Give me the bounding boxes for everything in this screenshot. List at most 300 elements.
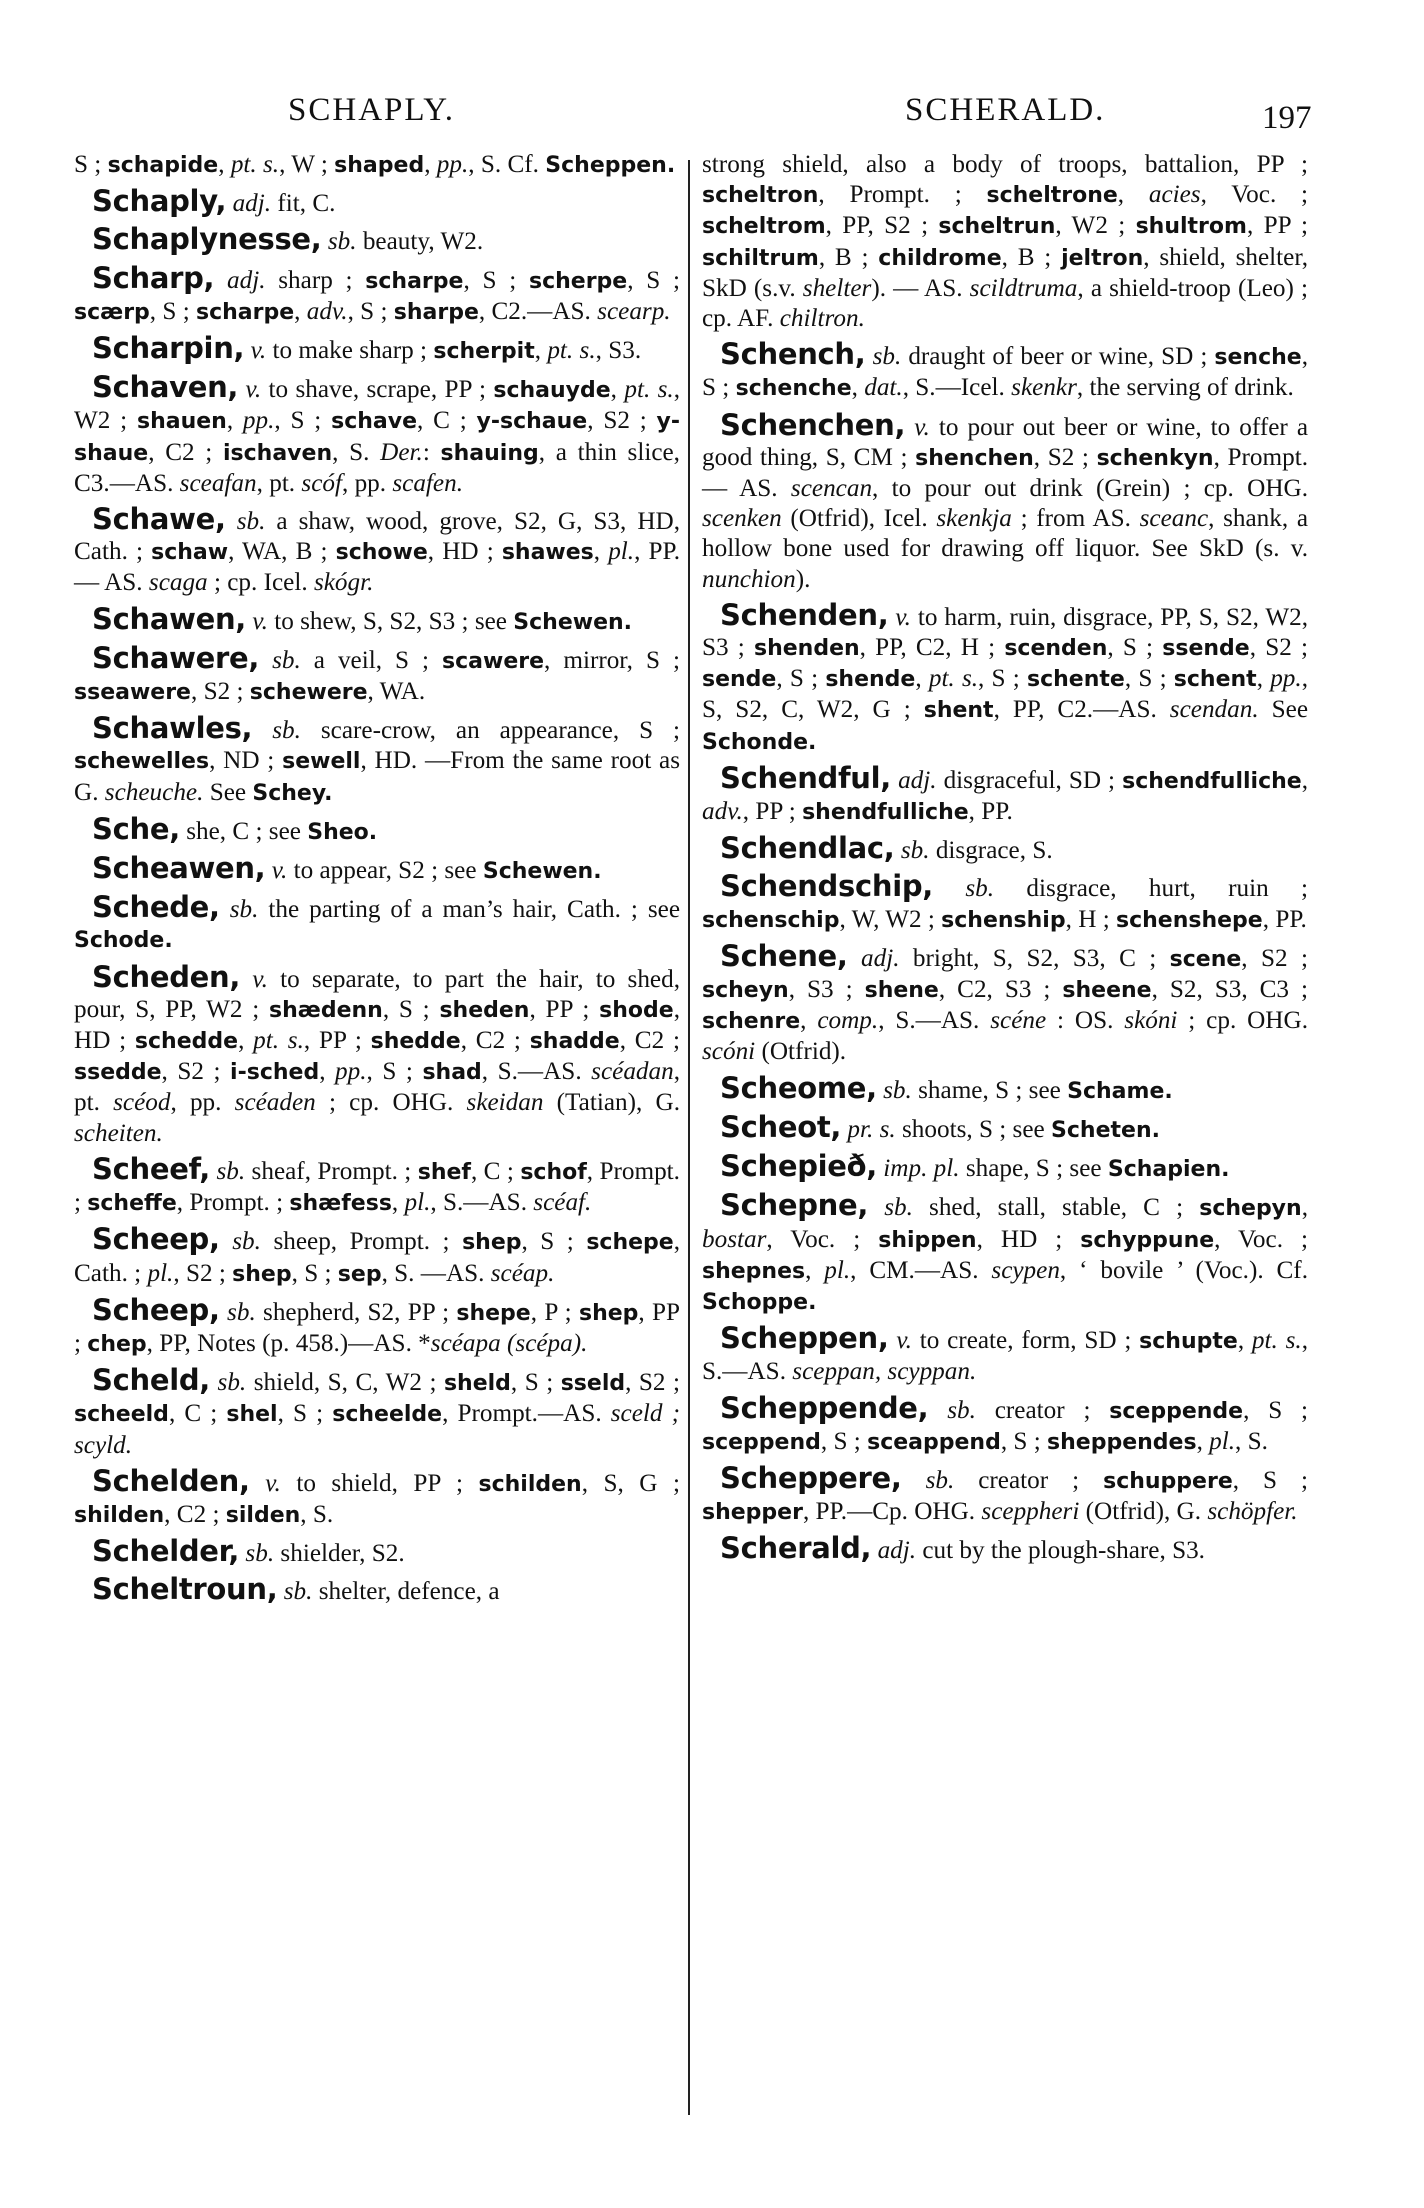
variant-form: scheltron: [702, 183, 819, 209]
italic-gloss: adj.: [898, 766, 937, 794]
headword: Schendschip,: [720, 869, 934, 904]
italic-gloss: sb.: [965, 875, 995, 903]
running-head-left: SCHAPLY.: [288, 92, 456, 128]
definition-text: ,: [534, 337, 548, 365]
italic-gloss: sb.: [236, 508, 266, 536]
definition-text: , S2 ;: [1249, 634, 1308, 662]
italic-gloss: v.: [265, 1469, 281, 1497]
definition-text: , S ;: [366, 1058, 423, 1086]
italic-gloss: scéaden: [234, 1089, 316, 1117]
dictionary-entry: [74, 260, 680, 328]
dictionary-entry: [702, 1460, 1309, 1528]
dictionary-entry: [74, 1536, 680, 1569]
definition-text: , Voc. ;: [1200, 181, 1309, 209]
headword: Scheppen,: [720, 1321, 889, 1356]
definition-text: , ND ;: [209, 747, 283, 775]
headword: Schawere,: [92, 640, 260, 675]
definition-text: she, C ; see: [179, 817, 308, 845]
definition-text: , S ;: [382, 995, 440, 1023]
definition-text: ,: [1301, 766, 1309, 794]
definition-text: , WA, B ;: [228, 538, 336, 566]
italic-gloss: scéadan: [591, 1058, 674, 1086]
variant-form: shep: [232, 1261, 292, 1287]
variant-form: sewell: [282, 749, 361, 775]
definition-text: ,: [424, 151, 437, 178]
variant-form: ssedde: [74, 1060, 162, 1086]
variant-form: sheld: [443, 1371, 511, 1397]
variant-form: Schey.: [252, 780, 333, 806]
variant-form: schowe: [335, 540, 428, 566]
italic-gloss: scéaf.: [533, 1189, 592, 1217]
variant-form: shende: [825, 667, 916, 693]
variant-form: ssende: [1162, 636, 1250, 662]
dictionary-entry: [702, 1390, 1309, 1458]
variant-form: scheeld: [74, 1402, 169, 1428]
definition-text: shoots, S ; see: [895, 1115, 1052, 1143]
variant-form: Schode.: [74, 928, 173, 954]
definition-text: , S2 ;: [190, 678, 250, 706]
definition-text: ,: [294, 297, 307, 325]
variant-form: sep: [337, 1261, 382, 1287]
dictionary-entry: [702, 760, 1309, 828]
running-head-right: SCHERALD.: [905, 92, 1106, 128]
italic-gloss: pt. s.: [624, 376, 674, 404]
variant-form: Schonde.: [702, 729, 817, 755]
definition-text: , PP.—Cp. OHG.: [802, 1498, 982, 1526]
italic-gloss: imp. pl.: [883, 1155, 960, 1183]
variant-form: shepnes: [702, 1258, 806, 1284]
definition-text: [220, 896, 230, 923]
definition-text: [214, 267, 227, 294]
definition-text: (Otfrid).: [755, 1038, 847, 1066]
italic-gloss: sb.: [227, 1298, 256, 1326]
variant-form: schapide: [107, 153, 219, 178]
definition-text: , PP ;: [303, 1027, 371, 1055]
variant-form: shaped: [334, 153, 425, 178]
italic-gloss: v.: [896, 1327, 912, 1355]
italic-gloss: pt. s.: [253, 1027, 304, 1055]
italic-gloss: pt. s.: [1251, 1327, 1302, 1355]
definition-text: (Otfrid), G.: [1079, 1498, 1208, 1526]
headword: Schene,: [720, 938, 848, 973]
dictionary-entry: [702, 1151, 1308, 1185]
definition-text: See: [203, 778, 253, 806]
definition-text: , S2 ;: [161, 1058, 231, 1086]
definition-text: , S.: [332, 438, 381, 466]
italic-gloss: skenkr: [1011, 374, 1077, 402]
dictionary-entry: [74, 1574, 680, 1607]
definition-text: ). — AS.: [871, 274, 970, 302]
definition-text: , HD ;: [74, 995, 680, 1055]
definition-text: , S ;: [1000, 1427, 1048, 1455]
italic-gloss: scéapa (scépa).: [430, 1329, 588, 1357]
definition-text: ,: [1196, 1427, 1210, 1455]
variant-form: shad: [422, 1060, 482, 1086]
dictionary-entry: [74, 601, 680, 638]
definition-text: : OS.: [1046, 1007, 1125, 1035]
variant-form: scheltrun: [938, 214, 1056, 240]
definition-text: to shew, S, S2, S3 ; see: [267, 607, 514, 635]
variant-form: shep: [578, 1300, 639, 1326]
italic-gloss: v.: [271, 857, 288, 885]
definition-text: scare-crow, an appearance, S ;: [300, 717, 681, 745]
variant-form: schyppune: [1080, 1227, 1215, 1253]
definition-text: , S ;: [521, 1228, 587, 1256]
definition-text: , a thin slice, C3.—AS.: [74, 438, 680, 497]
definition-text: a shaw, wood, grove, S2, G, S3, HD, Cath. ;: [74, 508, 680, 566]
dictionary-entry: [702, 407, 1309, 595]
headword: Schelder,: [92, 1534, 240, 1569]
definition-text: [240, 966, 252, 993]
definition-text: , C2 ;: [148, 438, 223, 466]
definition-text: cut by the plough-share, S3.: [916, 1537, 1205, 1565]
italic-gloss: scóf: [301, 469, 342, 497]
definition-text: bright, S, S2, S3, C ;: [899, 944, 1170, 972]
italic-gloss: sceanc: [1139, 505, 1209, 533]
definition-text: disgraceful, SD ;: [936, 766, 1123, 794]
italic-gloss: scheiten.: [74, 1119, 163, 1147]
variant-form: shultrom: [1135, 214, 1247, 240]
headword: Schawe,: [92, 502, 226, 537]
italic-gloss: skógr.: [313, 569, 374, 597]
italic-gloss: pp.: [1270, 665, 1302, 693]
dictionary-entry: [74, 224, 680, 257]
italic-gloss: sceld ; scyld.: [74, 1400, 680, 1459]
definition-text: ; cp. OHG.: [1177, 1007, 1308, 1035]
definition-text: , S2 ;: [1033, 443, 1097, 471]
definition-text: , S.: [300, 1500, 334, 1528]
variant-form: shauing: [440, 440, 539, 466]
italic-gloss: sb.: [872, 343, 902, 371]
italic-gloss: sb.: [327, 228, 357, 256]
definition-text: [250, 1470, 266, 1497]
headword: Schendful,: [720, 760, 892, 795]
variant-form: scenden: [1004, 636, 1108, 662]
variant-form: shadde: [529, 1029, 620, 1055]
italic-gloss: sb.: [947, 1396, 976, 1424]
definition-text: , S ;: [1243, 1396, 1309, 1424]
definition-text: , PP.: [1262, 905, 1307, 933]
definition-text: , W2 ;: [1055, 212, 1136, 240]
definition-text: ,: [593, 538, 609, 566]
italic-gloss: scóni: [702, 1038, 756, 1066]
definition-text: [259, 647, 272, 674]
variant-form: Sheo.: [307, 819, 378, 845]
definition-text: , S.—Icel.: [902, 374, 1012, 402]
definition-text: , PP ;: [74, 1298, 681, 1357]
italic-gloss: skeidan: [466, 1089, 544, 1117]
variant-form: shawes: [501, 540, 594, 566]
italic-gloss: adv.: [306, 297, 348, 325]
headword: Scheld,: [92, 1363, 211, 1398]
variant-form: ischaven: [223, 440, 333, 466]
headword: Scheep,: [92, 1222, 220, 1257]
definition-text: , S. Cf.: [468, 151, 546, 178]
definition-text: , S2 ;: [1241, 944, 1308, 972]
headword: Schede,: [92, 890, 220, 925]
definition-text: , W, W2 ;: [839, 905, 942, 933]
definition-text: shape, S ; see: [959, 1155, 1108, 1183]
definition-text: , pp.: [170, 1089, 235, 1117]
definition-text: shame, S ; see: [911, 1076, 1068, 1104]
definition-text: , S2 ;: [173, 1259, 233, 1287]
dictionary-entry: [74, 372, 680, 499]
definition-text: [868, 1194, 884, 1221]
headword: Scheden,: [92, 959, 241, 994]
definition-text: ; from AS.: [1011, 505, 1140, 533]
dictionary-entry: [74, 504, 680, 599]
definition-text: , S, S2, C, W2, G ;: [702, 665, 1308, 724]
definition-text: sheep, Prompt. ;: [260, 1228, 463, 1256]
variant-form: Scheten.: [1051, 1117, 1160, 1143]
definition-text: to shield, PP ;: [280, 1469, 479, 1497]
definition-text: , W2 ;: [74, 376, 681, 435]
variant-form: schupte: [1139, 1329, 1238, 1355]
definition-text: [238, 376, 245, 403]
dictionary-entry: [74, 640, 680, 708]
definition-text: draught of beer or wine, SD ;: [901, 343, 1215, 371]
variant-form: scheltrone: [986, 183, 1118, 209]
variant-form: shædenn: [269, 997, 383, 1023]
headword: Scheef,: [92, 1151, 211, 1186]
headword: Schenchen,: [720, 407, 906, 442]
definition-text: ,: [610, 376, 625, 404]
definition-text: , PP, Notes (p. 458.)—AS. *: [146, 1329, 431, 1357]
definition-text: , S2, S3, C3 ;: [1151, 976, 1308, 1004]
variant-form: schent: [1173, 667, 1257, 693]
headword: Scheppere,: [720, 1460, 902, 1495]
italic-gloss: pr. s.: [847, 1115, 896, 1143]
italic-gloss: v.: [252, 607, 268, 635]
dictionary-entry: [702, 1323, 1308, 1387]
definition-text: , Prompt. ;: [74, 1157, 680, 1217]
definition-text: strong shield, also a body of troops, battalion, PP ;: [702, 151, 1308, 178]
italic-gloss: v.: [250, 337, 267, 365]
italic-gloss: sb.: [229, 896, 259, 924]
definition-text: , S ;: [1232, 1466, 1309, 1494]
italic-gloss: acies: [1148, 181, 1201, 209]
italic-gloss: pt. s.: [928, 665, 979, 693]
definition-text: , B ;: [818, 243, 879, 271]
continued-entry: [702, 150, 1308, 334]
definition-text: , S. —AS.: [381, 1259, 491, 1287]
definition-text: ,: [226, 407, 243, 435]
definition-text: , C2.—AS.: [478, 297, 598, 325]
left-column: [74, 150, 680, 1613]
italic-gloss: adj.: [861, 944, 900, 972]
italic-gloss: adv.: [702, 798, 743, 826]
variant-form: sheden: [439, 997, 530, 1023]
variant-form: schiltrum: [702, 245, 819, 271]
italic-gloss: pp.: [335, 1058, 367, 1086]
definition-text: See: [1258, 696, 1308, 724]
italic-gloss: pp.: [242, 407, 275, 435]
definition-text: a veil, S ;: [300, 646, 443, 674]
variant-form: sceppend: [702, 1429, 821, 1455]
definition-text: fit, C.: [271, 190, 336, 218]
dictionary-entry: [702, 1109, 1308, 1146]
italic-gloss: skóni: [1124, 1007, 1178, 1035]
dictionary-entry: [702, 339, 1308, 404]
variant-form: y-schaue: [476, 409, 588, 435]
italic-gloss: dat.: [864, 374, 903, 402]
italic-gloss: scaga: [148, 569, 208, 597]
italic-gloss: scendan.: [1169, 696, 1259, 724]
headword: Scherald,: [720, 1531, 872, 1566]
italic-gloss: skenkja: [936, 505, 1012, 533]
italic-gloss: pl.: [1209, 1427, 1236, 1455]
headword: Schaven,: [92, 370, 239, 405]
italic-gloss: sb.: [272, 717, 301, 745]
headword: Schelden,: [92, 1463, 250, 1498]
definition-text: disgrace, hurt, ruin ;: [994, 875, 1308, 903]
definition-text: [902, 1467, 926, 1494]
definition-text: shielder, S2.: [274, 1540, 405, 1568]
italic-gloss: shelter: [802, 274, 872, 302]
italic-gloss: chiltron.: [779, 305, 865, 333]
italic-gloss: scéne: [990, 1007, 1047, 1035]
headword: Scheot,: [720, 1109, 842, 1144]
variant-form: schedde: [134, 1029, 239, 1055]
headword: Scharp,: [92, 260, 215, 295]
definition-text: , a shield-troop (Leo) ; cp. AF.: [702, 274, 1308, 333]
italic-gloss: scafen.: [392, 469, 464, 497]
definition-text: :: [422, 438, 441, 466]
variant-form: shippen: [878, 1227, 977, 1253]
italic-gloss: pl.: [608, 538, 635, 566]
variant-form: sceppende: [1109, 1398, 1244, 1424]
italic-gloss: schöpfer.: [1207, 1498, 1298, 1526]
definition-text: , B ;: [1001, 243, 1062, 271]
definition-text: shed, stall, stable, C ;: [912, 1194, 1200, 1222]
variant-form: schenshepe: [1115, 907, 1263, 933]
headword: Schepne,: [720, 1188, 869, 1223]
italic-gloss: pt. s.: [547, 337, 596, 365]
italic-gloss: sb.: [900, 837, 930, 865]
variant-form: scheelde: [332, 1402, 443, 1428]
definition-text: , HD ;: [427, 538, 502, 566]
dictionary-entry: [74, 713, 680, 809]
definition-text: ,: [1237, 1327, 1252, 1355]
definition-text: to shave, scrape, PP ;: [261, 376, 494, 404]
definition-text: , HD ;: [976, 1225, 1081, 1253]
italic-gloss: v.: [914, 413, 930, 441]
dictionary-entry: [74, 811, 680, 848]
variant-form: shef: [417, 1159, 471, 1185]
definition-text: , WA.: [367, 678, 426, 706]
variant-form: schenkyn: [1096, 445, 1214, 471]
variant-form: schenche: [735, 376, 852, 402]
dictionary-entry: [74, 1224, 680, 1289]
dictionary-entry: [702, 871, 1308, 935]
definition-text: [866, 343, 873, 370]
italic-gloss: pt. s.: [230, 151, 280, 178]
definition-text: , S ;: [510, 1369, 561, 1397]
definition-text: (Otfrid), Icel.: [781, 505, 937, 533]
headword: Schawles,: [92, 711, 253, 746]
definition-text: [928, 1397, 947, 1424]
definition-text: , S3 ;: [788, 976, 865, 1004]
definition-text: , HD. —From the same root as G.: [74, 747, 680, 806]
definition-text: , PP.: [968, 798, 1013, 826]
definition-text: the parting of a man’s hair, Cath. ; see: [258, 896, 680, 924]
definition-text: , Prompt. ;: [818, 181, 987, 209]
dictionary-entry: [702, 1190, 1308, 1318]
definition-text: , S ;: [274, 407, 332, 435]
variant-form: sceappend: [867, 1429, 1001, 1455]
definition-text: , S.—AS.: [878, 1007, 991, 1035]
definition-text: ).: [795, 565, 811, 593]
variant-form: schave: [331, 409, 418, 435]
variant-form: scene: [1169, 946, 1242, 972]
italic-gloss: sb.: [925, 1466, 955, 1494]
definition-text: , W ;: [279, 151, 335, 178]
definition-text: , pt.: [256, 469, 302, 497]
italic-gloss: scenken: [702, 505, 782, 533]
variant-form: Schewen.: [482, 859, 602, 885]
column-divider: [688, 160, 690, 2115]
definition-text: [210, 1369, 218, 1396]
variant-form: shode: [599, 997, 674, 1023]
definition-text: , Voc. ;: [1214, 1225, 1308, 1253]
definition-text: , S ;: [463, 266, 529, 294]
definition-text: , C2 ;: [164, 1500, 226, 1528]
dictionary-entry: [702, 597, 1308, 758]
italic-gloss: pl.: [147, 1259, 174, 1287]
definition-text: to create, form, SD ;: [911, 1327, 1140, 1355]
variant-form: shenden: [753, 636, 860, 662]
headword: Scheep,: [92, 1292, 220, 1327]
definition-text: , S2 ;: [587, 407, 657, 435]
italic-gloss: sceafan: [179, 469, 257, 497]
definition-text: creator ;: [954, 1466, 1104, 1494]
headword: Scheome,: [720, 1070, 877, 1105]
italic-gloss: v.: [895, 603, 911, 631]
definition-text: , S2 ;: [625, 1369, 680, 1397]
definition-text: disgrace, S.: [929, 837, 1053, 865]
definition-text: , C2 ;: [460, 1027, 530, 1055]
definition-text: , C ;: [417, 407, 477, 435]
headword: Schaply,: [92, 184, 227, 219]
variant-form: Schame.: [1067, 1078, 1173, 1104]
definition-text: ,: [391, 1189, 405, 1217]
dictionary-entry: [74, 1463, 680, 1531]
dictionary-entry: [74, 1365, 680, 1461]
definition-text: , CM.—AS.: [850, 1256, 992, 1284]
definition-text: , S ;: [627, 266, 680, 294]
variant-form: jeltron: [1061, 245, 1144, 271]
variant-form: schepe: [586, 1230, 674, 1256]
italic-gloss: sb.: [217, 1369, 247, 1397]
definition-text: , S ;: [1107, 634, 1163, 662]
variant-form: Schapien.: [1107, 1157, 1230, 1183]
italic-gloss: sb.: [884, 1194, 913, 1222]
dictionary-entry: [702, 938, 1308, 1068]
definition-text: (Tatian), G.: [543, 1089, 681, 1117]
dictionary-entry: [702, 833, 1308, 866]
definition-text: ,: [800, 1007, 818, 1035]
italic-gloss: pp.: [436, 151, 469, 178]
definition-text: ,: [805, 1256, 825, 1284]
variant-form: i-sched: [230, 1060, 320, 1086]
definition-text: , shank, a hollow bone used for drawing off liquor. See SkD (s. v.: [702, 505, 1308, 563]
variant-form: Scheppen.: [545, 153, 676, 178]
definition-text: , S.—AS.: [430, 1189, 534, 1217]
variant-form: schilden: [478, 1471, 582, 1497]
definition-text: creator ;: [975, 1396, 1110, 1424]
definition-text: sheaf, Prompt. ;: [245, 1157, 418, 1185]
italic-gloss: adj.: [232, 190, 272, 218]
